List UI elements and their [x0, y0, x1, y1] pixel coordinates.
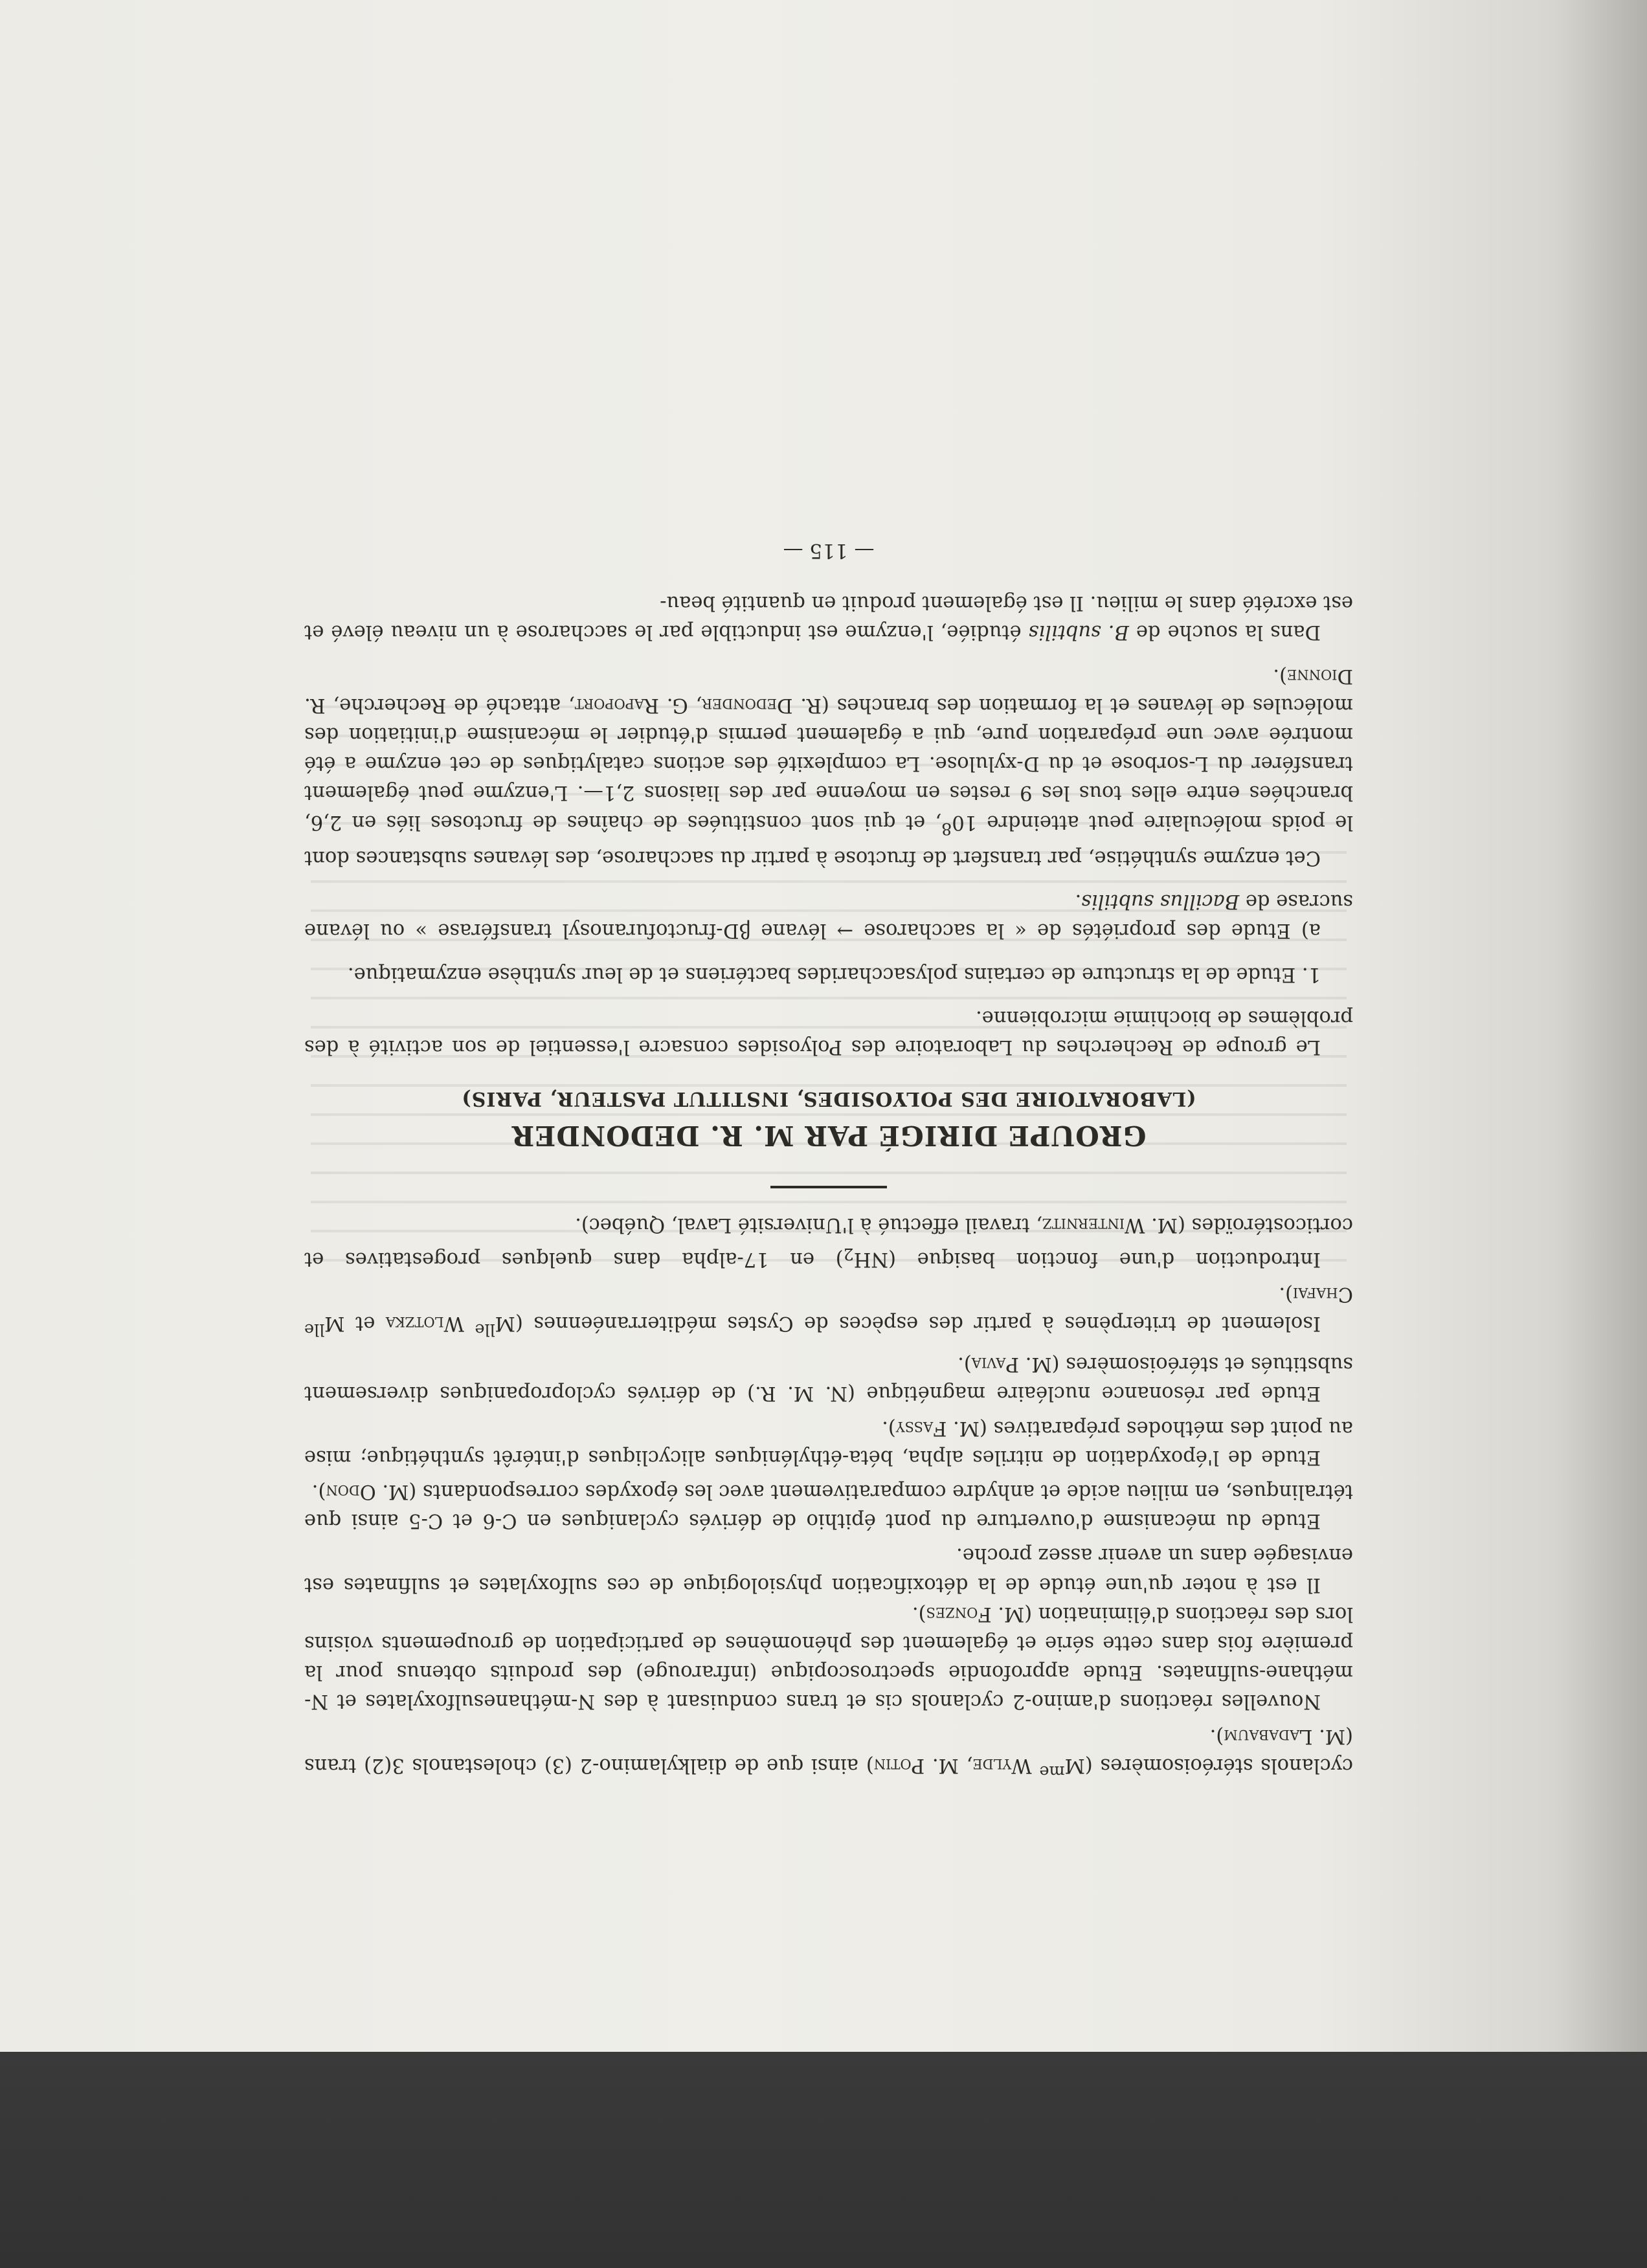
printed-page-rotated [304, 220, 1353, 1786]
section-subheading: (LABORATOIRE DES POLYOSIDES, INSTITUT PASTEUR, PARIS) [461, 1087, 1196, 1110]
paragraph: Etude par résonance nucléaire magnétique (N. M. R.) de dérivés cyclopropaniques diversement substitués et stéréoisomères (M. Pavia). [304, 1353, 1353, 1405]
page-edge-shadow [1556, 0, 1647, 2053]
paragraph: 1. Etude de la structure de certains polysaccharides bactériens et de leur synthèse enzymatique. [347, 962, 1321, 986]
paragraph: Cet enzyme synthétise, par transfert de fructose à partir du saccharose, des lévanes substances dont le poids moléculaire peut atteindre $10^8$, et qui sont constituées de chaînes de fructoses liés en 2,6, branchées entre elles tous les 9 restes en moyenne par des liaisons 2,1—. L'enzyme peut également transférer du L-sorbose et du D-xylulose. La complexité des actions catalytiques de cet enzyme a été montrée avec une préparation pure, qui a également permis d'étudier le mécanisme d'initiation des molécules de lévanes et la formation des branches (R. Dedonder, G. Rapoport, attaché de Recherche, R. Dionne). [304, 664, 1353, 869]
paragraph: Il est à noter qu'une étude de la détoxification physiologique de ces sulfoxylates et sulfinates est envisagée dans un avenir assez proche. [304, 1544, 1353, 1596]
paragraph: cyclanols stéréoisomères ($M^{me}$ Wylde, M. Potin) ainsi que de dialkylamino-2 (3) cholestanols 3(2) trans (M. Ladabaum). [304, 1724, 1353, 1782]
paragraph: Nouvelles réactions d'amino-2 cyclanols cis et trans conduisant à des N-méthanesulfoxylates et N-méthane-sulfinates. Etude approfondie spectroscopique (infrarouge) des produits obtenus pour la première fois dans cette série et également des phénomènes de participation de groupements voisins lors des réactions d'élimination (M. Fonzes). [304, 1602, 1353, 1713]
paragraph: Etude du mécanisme d'ouverture du pont épithio de dérivés cyclaniques en C-6 et C-5 ainsi que tétralinques, en milieu acide et anhydre comparativement avec les époxydes correspondants (M. Odon). [304, 1480, 1353, 1533]
paragraph: Isolement de triterpènes à partir des espèces de Cystes méditerranéennes ($M^{lle}$ Wlotzka et $M^{lle}$ Chafai). [304, 1282, 1353, 1340]
section-divider [770, 1186, 887, 1188]
paragraph: Dans la souche de B. subtilis étudiée, l'enzyme est inductible par le saccharose à un niveau élevé et est excrété dans le milieu. Il est également produit en quantité beau- [304, 592, 1353, 644]
paragraph: Etude de l'époxydation de nitriles alpha, béta-éthyléniques alicycliques d'intérêt synthétique; mise au point des méthodes préparatives (M. Fassy). [304, 1416, 1353, 1469]
scanner-background [0, 2052, 1647, 2268]
text-block-top [304, 1210, 1353, 1786]
page-number: — 115 — [783, 539, 875, 562]
paragraph: Le groupe de Recherches du Laboratoire des Polyosides consacre l'essentiel de son activité à des problèmes de biochimie microbienne. [304, 1006, 1353, 1058]
text-block-bottom [304, 588, 1353, 1062]
paragraph: a) Etude des propriétés de « la saccharose → lévane βD-fructofuranosyl transférase » ou lévane sucrase de Bacillus subtilis. [304, 890, 1353, 942]
paragraph: Introduction d'une fonction basique $(NH_2)$ en 17-alpha dans quelques progestatives et corticostéroïdes (M. Winternitz, travail effectué à l'Université Laval, Québec). [304, 1214, 1353, 1271]
section-heading: GROUPE DIRIGÉ PAR M. R. DEDONDER [511, 1119, 1147, 1151]
